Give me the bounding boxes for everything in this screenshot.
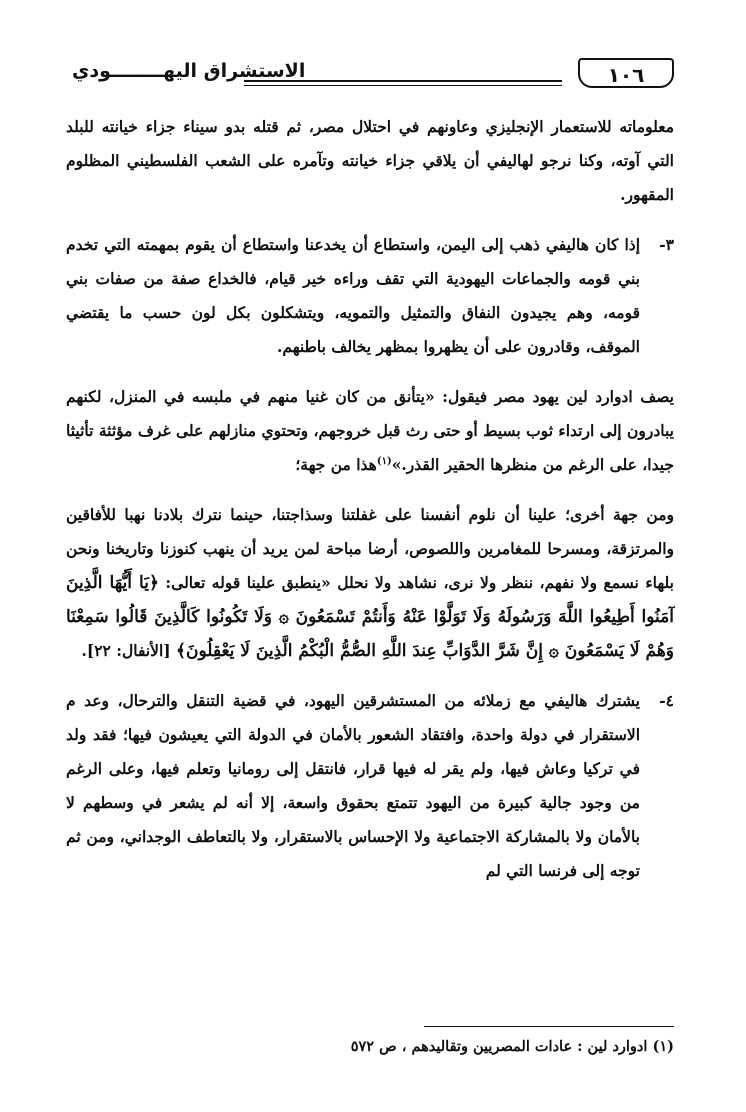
lane-quote-text: يصف ادوارد لين يهود مصر فيقول: «يتأنق من كان غنيا منهم في ملبسه في المنزل، لكنهم يبادرون إلى ارتداء ثوب بسيط أو حتى رث قبل خروجهم، وتحتوي منازلهم على غرف مؤثثة تأثيثا جيدا، على الرغم من منظرها الحقير القذر.» xyxy=(66,387,674,474)
page-number: ١٠٦ xyxy=(578,58,674,88)
running-title: الاستشراق اليهــــــــودي xyxy=(72,60,306,82)
paragraph-lane-quote xyxy=(66,380,674,482)
paragraph-continuation: معلوماته للاستعمار الإنجليزي وعاونهم في احتلال مصر، ثم قتله بدو سيناء جزاء خيانته للبلد التي آوته، وكنا نرجو لهاليفي أن يلاقي جزاء خيانته وتآمره على الشعب الفلسطيني المظلوم المقهور. xyxy=(66,117,674,204)
list-item-text: إذا كان هاليفي ذهب إلى اليمن، واستطاع أن يخدعنا واستطاع أن يقوم بمهمته التي تخدم بني قومه والجماعات اليهودية التي تقف وراءه خير قيام، فالخداع صفة من صفات بني قومه، وهم يجيدون النفاق والتمثيل والتمويه، ويتشكلون بكل لون حسب ما يقتضي الموقف، وقادرون على أن يظهروا بمظهر يخالف باطنهم. xyxy=(66,235,640,356)
list-item-3 xyxy=(66,228,674,364)
list-item-4 xyxy=(66,684,674,888)
verse-citation: [الأنفال: ٢٢]. xyxy=(81,641,171,660)
footnote: (١) ادوارد لين : عادات المصريين وتقاليدهم ، ص ٥٧٢ xyxy=(350,1038,674,1055)
list-item-number: ٣- xyxy=(659,235,674,254)
list-item-text: يشترك هاليفي مع زملائه من المستشرقين اليهود، في قضية التنقل والترحال، وعد م الاستقرار في دولة واحدة، وافتقاد الشعور بالأمان في الدولة التي يعيشون فيها؛ فقد ولد في تركيا وعاش فيها، ولم يقر له فيها قرار، فانتقل إلى رومانيا وتعلم فيها، وعلى الرغم من وجود جالية كبيرة من اليهود تتمتع بحقوق واسعة، إلا أنه لم يشعر في وسطهم لا بالأمان ولا بالمشاركة الاجتماعية ولا الإحساس بالاستقرار، ولا بالتعاطف الوجداني، ومن ثم توجه إلى فرنسا التي لم xyxy=(66,691,640,880)
running-header xyxy=(72,58,674,100)
main-text xyxy=(66,110,674,904)
list-item-number: ٤- xyxy=(659,691,674,710)
quran-verse: ﴿يَا أَيُّهَا الَّذِينَ آمَنُوا أَطِيعُوا اللَّهَ وَرَسُولَهُ وَلَا تَوَلَّوْا عَنْهُ وَأَنتُمْ تَسْمَعُونَ ۞ وَلَا تَكُونُوا كَالَّذِينَ قَالُوا سَمِعْنَا وَهُمْ لَا يَسْمَعُونَ ۞ إِنَّ شَرَّ الدَّوَابِّ عِندَ اللَّهِ الصُّمُّ الْبُكْمُ الَّذِينَ لَا يَعْقِلُونَ﴾ xyxy=(66,573,674,661)
footnote-separator xyxy=(424,1026,674,1027)
paragraph-intro: ومن جهة أخرى؛ علينا أن نلوم أنفسنا على غفلتنا وسذاجتنا، حينما نترك بلادنا نهبا للأفاقين والمرتزقة، ومسرحا للمغامرين واللصوص، أرضا مباحة لمن يريد أن ينهب كنوزنا وتاريخنا ونحن بلهاء نسمع ولا نفهم، ننظر ولا نرى، نشاهد ولا نحلل «ينطبق علينا قوله تعالى: xyxy=(66,505,674,592)
footnote-reference: (١) xyxy=(376,455,392,467)
lane-quote-tail: هذا من جهة؛ xyxy=(295,455,377,474)
paragraph-other-side xyxy=(66,498,674,668)
